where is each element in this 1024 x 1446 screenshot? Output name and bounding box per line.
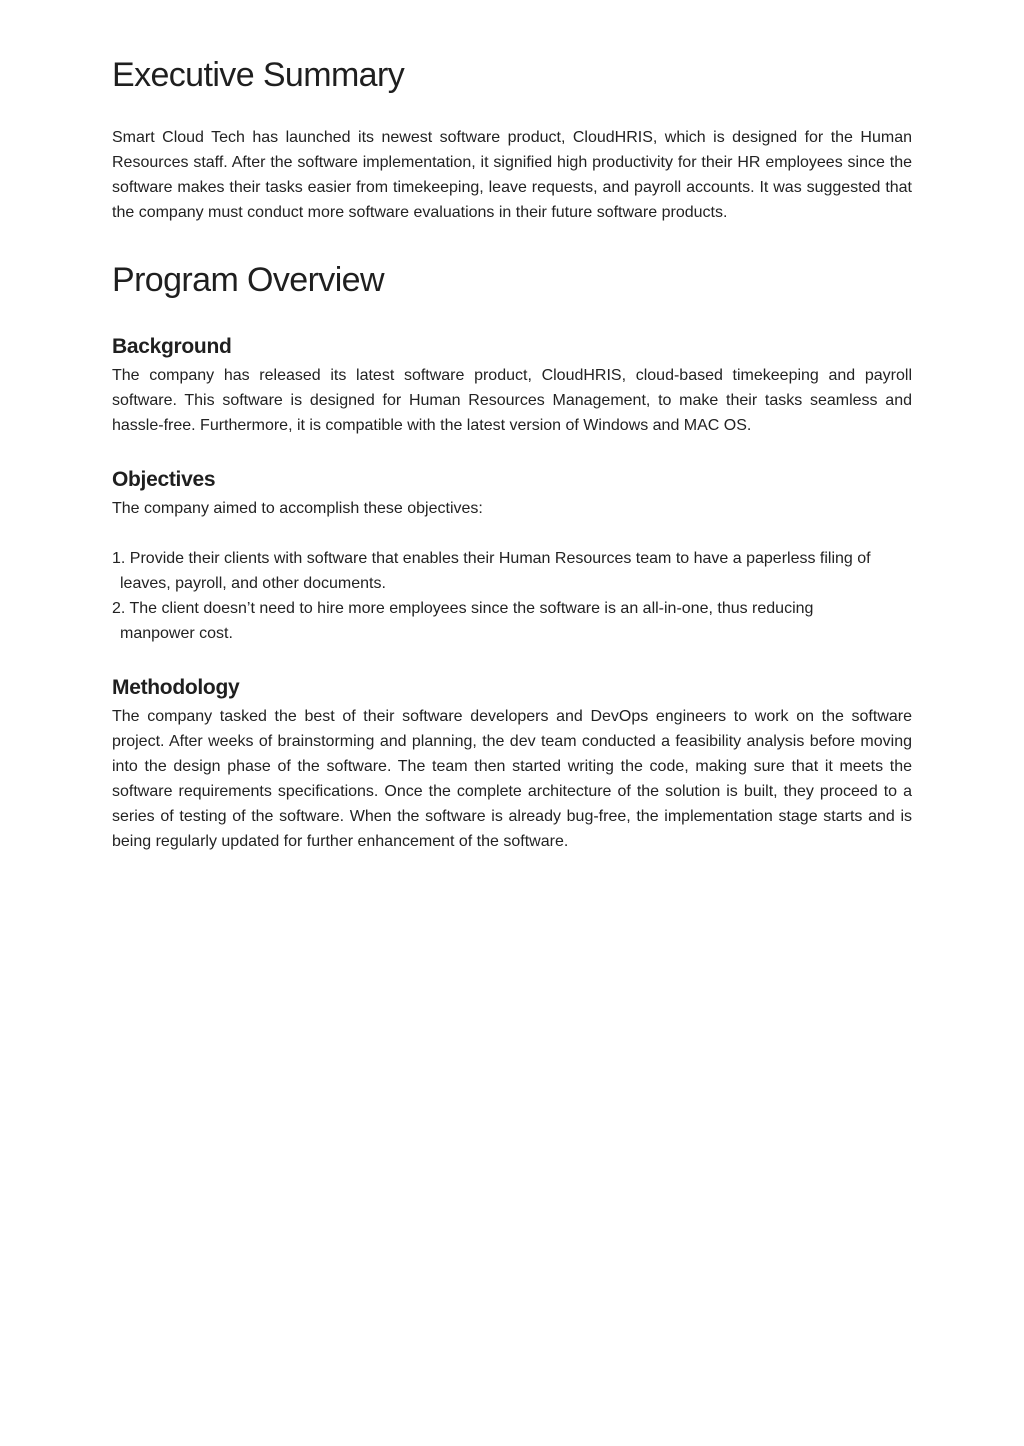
objectives-heading: Objectives xyxy=(112,468,216,491)
objectives-intro: The company aimed to accomplish these objectives: xyxy=(112,500,483,517)
background-body: The company has released its latest software product, CloudHRIS, cloud-based timekeeping and payroll software. This software is designed for Human Resources Management, to make their tasks seamless and hassle-free. Furthermore, it is compatible with the latest version of Windows and MAC OS. xyxy=(112,367,912,434)
program-overview-heading: Program Overview xyxy=(112,261,384,299)
executive-summary-heading: Executive Summary xyxy=(112,56,405,94)
objectives-list-item: 1. Provide their clients with software that enables their Human Resources team to have a paperless filing of leaves, payroll, and other documents. xyxy=(112,550,871,592)
methodology-heading: Methodology xyxy=(112,676,240,699)
objectives-list-item: 2. The client doesn’t need to hire more employees since the software is an all-in-one, thus reducing manpower cost. xyxy=(112,600,814,642)
executive-summary-body: Smart Cloud Tech has launched its newest software product, CloudHRIS, which is designed for the Human Resources staff. After the software implementation, it signified high productivity for their HR employees since the software makes their tasks easier from timekeeping, leave requests, and payroll accounts. It was suggested that the company must conduct more software evaluations in their future software products. xyxy=(112,129,912,221)
methodology-body: The company tasked the best of their software developers and DevOps engineers to work on the software project. After weeks of brainstorming and planning, the dev team conducted a feasibility analysis before moving into the design phase of the software. The team then started writing the code, making sure that it meets the software requirements specifications. Once the complete architecture of the solution is built, they proceed to a series of testing of the software. When the software is already bug-free, the implementation stage starts and is being regularly updated for further enhancement of the software. xyxy=(112,708,912,850)
background-heading: Background xyxy=(112,335,232,358)
objectives-list xyxy=(112,546,912,646)
